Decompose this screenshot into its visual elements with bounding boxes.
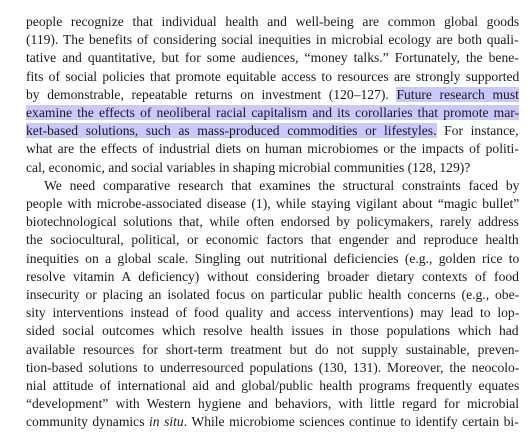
text-run: available resources for short-term treatment but do not supply sustainable, preven-	[26, 341, 520, 357]
text-line	[26, 268, 519, 286]
text-run: the sociocultural, political, or economic factors that engender and reproduce health	[26, 232, 519, 248]
text-run: . While microbiome sciences continue to identify certain bi-	[183, 414, 519, 430]
text-run: sided social outcomes which resolve health issues in those populations which had	[26, 323, 519, 339]
text-line	[26, 159, 470, 177]
text-run: inequities on a global scale. Singling out nutritional deficiencies (e.g., golden rice to	[26, 250, 520, 266]
text-line	[26, 104, 519, 122]
text-run: We need comparative research that examines the structural constraints faced by	[44, 177, 520, 193]
text-run: biotechnological solutions that, while often endorsed by policymakers, rarely address	[26, 214, 519, 230]
text-run: community dynamics	[26, 414, 149, 430]
text-line	[26, 213, 519, 231]
text-run: people recognize that individual health and well-being are common global goods	[26, 14, 520, 29]
text-line	[26, 31, 519, 49]
text-run: people with microbe-associated disease (1), while staying vigilant about “magic bullet”	[26, 196, 520, 211]
text-line	[26, 250, 519, 268]
highlighted-text: ket-based solutions, such as mass-produced commodities or lifestyles.	[26, 123, 437, 139]
text-run: (119). The benefits of considering social inequities in microbial ecology are both quali-	[26, 32, 519, 48]
text-line	[26, 286, 519, 304]
highlighted-text: Future research must	[396, 86, 519, 102]
text-line	[26, 122, 519, 140]
text-line	[26, 341, 519, 359]
text-line	[26, 13, 519, 31]
text-line	[26, 377, 519, 395]
text-line	[26, 49, 519, 67]
text-line	[26, 413, 519, 431]
text-run: by demonstrable, repeatable returns on investment (120–127).	[26, 86, 397, 102]
text-run: cal, economic, and social variables in shaping microbial communities (128, 129)?	[26, 159, 471, 175]
text-line	[26, 86, 519, 104]
text-line	[26, 395, 519, 413]
text-line	[26, 359, 519, 377]
text-line	[26, 304, 519, 322]
text-run: resolve vitamin A deficiency) without considering broader dietary contexts of food	[26, 268, 519, 284]
text-line	[26, 322, 519, 340]
italic-text: in situ	[149, 414, 184, 430]
text-line	[26, 140, 519, 158]
text-line	[26, 68, 519, 86]
text-run: tative and quantitative, but for some audiences, “money talks.” Fortunately, the bene-	[26, 50, 519, 66]
text-run: sity interventions instead of food quality and access interventions) may lead to lop-	[26, 305, 520, 321]
text-run: tion-based solutions to underresourced populations (130, 131). Moreover, the neocolo-	[26, 359, 520, 375]
text-run: nial attitude of international aid and global/public health programs frequently equates	[26, 378, 520, 393]
text-run: “development” with Western hygiene and behaviors, with little regard for microbial	[26, 396, 520, 412]
text-run: For instance,	[436, 123, 519, 139]
text-line	[26, 231, 519, 249]
text-run: insecurity or placing an isolated focus on particular public health concerns (e.g., obe-	[26, 287, 520, 302]
text-line	[44, 177, 519, 195]
highlighted-text: examine the effects of neoliberal racial capitalism and its corollaries that promote mar-	[26, 105, 520, 120]
text-run: what are the effects of industrial diets on human microbiomes or the impacts of politi-	[26, 141, 519, 157]
text-line	[26, 195, 519, 213]
text-run: fits of social policies that promote equitable access to resources are strongly supported	[26, 68, 520, 84]
